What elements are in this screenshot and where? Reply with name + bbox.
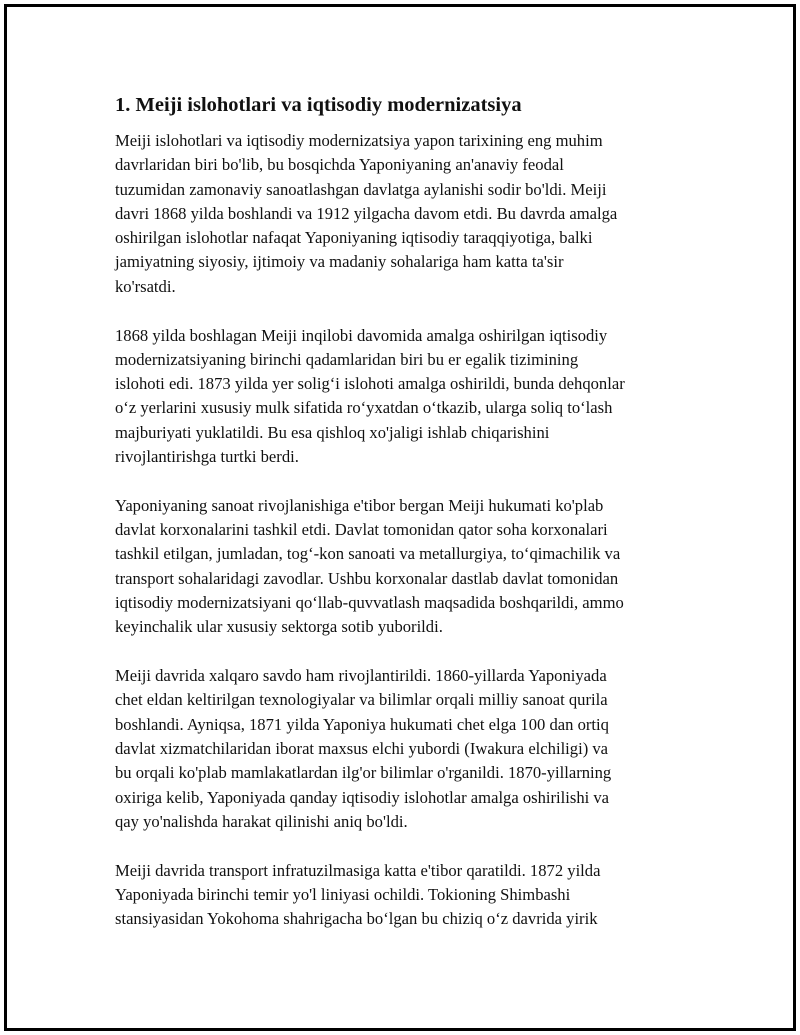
- paragraph-line: modernizatsiyaning birinchi qadamlaridan biri bu er egalik tizimining: [115, 349, 579, 369]
- paragraph-line: tashkil etilgan, jumladan, tog‘-kon sanoati va metallurgiya, to‘qimachilik va: [115, 544, 621, 564]
- paragraph-line: stansiyasidan Yokohoma shahrigacha bo‘lgan bu chiziq o‘z davrida yirik: [115, 909, 598, 929]
- paragraph-line: chet eldan keltirilgan texnologiyalar va bilimlar orqali milliy sanoat qurila: [115, 690, 608, 710]
- paragraph-line: Yaponiyada birinchi temir yo'l liniyasi ochildi. Tokioning Shimbashi: [115, 885, 571, 905]
- paragraph-line: Meiji davrida xalqaro savdo ham rivojlantirildi. 1860-yillarda Yaponiyada: [115, 666, 607, 686]
- paragraph-line: davrlaridan biri bo'lib, bu bosqichda Yaponiyaning an'anaviy feodal: [115, 155, 564, 175]
- paragraph-line: ko'rsatdi.: [115, 276, 176, 296]
- paragraph-line: Meiji davrida transport infratuzilmasiga katta e'tibor qaratildi. 1872 yilda: [115, 860, 601, 880]
- paragraph-list: [115, 129, 675, 932]
- paragraph-line: qay yo'nalishda harakat qilinishi aniq bo'ldi.: [115, 811, 408, 831]
- paragraph-line: tuzumidan zamonaviy sanoatlashgan davlatga aylanishi sodir bo'ldi. Meiji: [115, 179, 607, 199]
- paragraph-line: islohoti edi. 1873 yilda yer solig‘i islohoti amalga oshirildi, bunda dehqonlar: [115, 374, 625, 394]
- paragraph-line: davri 1868 yilda boshlandi va 1912 yilgacha davom etdi. Bu davrda amalga: [115, 203, 618, 223]
- paragraph-line: Meiji islohotlari va iqtisodiy modernizatsiya yapon tarixining eng muhim: [115, 131, 603, 150]
- paragraph: [115, 664, 675, 834]
- paragraph-line: davlat korxonalarini tashkil etdi. Davlat tomonidan qator soha korxonalari: [115, 520, 608, 540]
- paragraph: [115, 129, 675, 299]
- section-heading: 1. Meiji islohotlari va iqtisodiy modernizatsiya: [115, 94, 522, 116]
- paragraph-line: jamiyatning siyosiy, ijtimoiy va madaniy sohalariga ham katta ta'sir: [115, 252, 564, 272]
- paragraph: [115, 859, 675, 932]
- paragraph: [115, 324, 675, 470]
- paragraph-line: iqtisodiy modernizatsiyani qo‘llab-quvvatlash maqsadida boshqarildi, ammo: [115, 593, 624, 613]
- paragraph-line: oxiriga kelib, Yaponiyada qanday iqtisodiy islohotlar amalga oshirilishi va: [115, 787, 610, 807]
- paragraph-line: rivojlantirishga turtki berdi.: [115, 447, 299, 467]
- paragraph-line: bu orqali ko'plab mamlakatlardan ilg'or bilimlar o'rganildi. 1870-yillarning: [115, 763, 612, 783]
- paragraph-line: keyinchalik ular xususiy sektorga sotib yuborildi.: [115, 617, 443, 637]
- paragraph-line: transport sohalaridagi zavodlar. Ushbu korxonalar dastlab davlat tomonidan: [115, 568, 619, 588]
- paragraph-line: o‘z yerlarini xususiy mulk sifatida ro‘yxatdan o‘tkazib, ularga soliq to‘lash: [115, 398, 613, 418]
- paragraph-line: 1868 yilda boshlagan Meiji inqilobi davomida amalga oshirilgan iqtisodiy: [115, 325, 608, 345]
- paragraph-line: oshirilgan islohotlar nafaqat Yaponiyaning iqtisodiy taraqqiyotiga, balki: [115, 228, 593, 248]
- paragraph-line: majburiyati yuklatildi. Bu esa qishloq xo'jaligi ishlab chiqarishini: [115, 422, 550, 442]
- document-body: [115, 91, 675, 956]
- paragraph-line: davlat xizmatchilaridan iborat maxsus elchi yubordi (Iwakura elchiligi) va: [115, 739, 609, 759]
- paragraph-line: boshlandi. Ayniqsa, 1871 yilda Yaponiya hukumati chet elga 100 dan ortiq: [115, 714, 609, 734]
- paragraph: [115, 494, 675, 640]
- paragraph-line: Yaponiyaning sanoat rivojlanishiga e'tibor bergan Meiji hukumati ko'plab: [115, 495, 604, 515]
